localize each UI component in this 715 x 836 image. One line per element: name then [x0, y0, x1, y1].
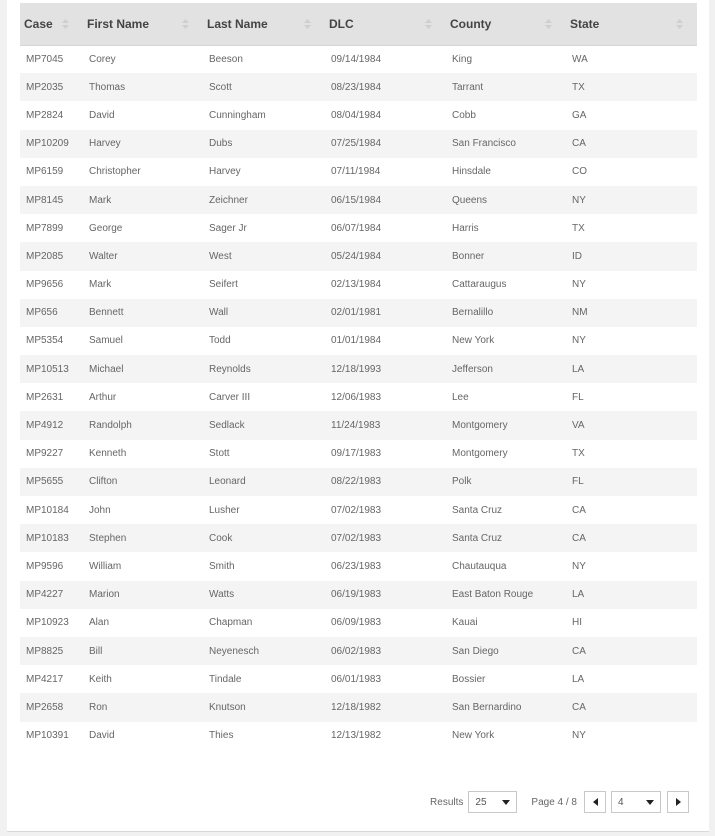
- column-header-county[interactable]: [446, 3, 566, 45]
- cell-first-name: Kenneth: [89, 448, 127, 460]
- cell-county: Chautauqua: [452, 560, 507, 572]
- table-row[interactable]: [20, 130, 697, 158]
- cell-last-name: Leonard: [209, 476, 246, 488]
- cell-county: Cobb: [452, 109, 476, 121]
- table-row[interactable]: [20, 609, 697, 637]
- cell-first-name: Mark: [89, 194, 112, 206]
- table-row[interactable]: [20, 581, 697, 609]
- cell-state: NY: [572, 560, 586, 572]
- cell-case: MP5354: [26, 335, 64, 347]
- cell-county: New York: [452, 730, 495, 742]
- cell-last-name: West: [209, 250, 232, 262]
- table-row[interactable]: [20, 271, 697, 299]
- cell-state: ID: [572, 250, 582, 262]
- cell-last-name: Cunningham: [209, 109, 266, 121]
- column-header-label: County: [450, 16, 492, 31]
- results-label: Results: [430, 796, 464, 808]
- cell-county: East Baton Rouge: [452, 589, 534, 601]
- column-header-label: State: [570, 16, 600, 31]
- cell-county: Queens: [452, 194, 488, 206]
- table-header-row: [20, 3, 697, 45]
- cell-county: Montgomery: [452, 420, 508, 432]
- table-row[interactable]: [20, 524, 697, 552]
- table-row[interactable]: [20, 637, 697, 665]
- cell-dlc: 05/24/1984: [331, 250, 382, 262]
- cell-case: MP9656: [26, 279, 64, 291]
- table-row[interactable]: [20, 242, 697, 270]
- cell-case: MP5655: [26, 476, 64, 488]
- cell-dlc: 07/02/1983: [331, 504, 382, 516]
- cell-county: Montgomery: [452, 448, 508, 460]
- column-header-case[interactable]: [20, 3, 83, 45]
- cell-case: MP9596: [26, 560, 64, 572]
- cell-state: CA: [572, 138, 586, 150]
- cell-first-name: Alan: [89, 617, 110, 629]
- cell-last-name: Knutson: [209, 701, 246, 713]
- cell-county: Kauai: [452, 617, 478, 629]
- cell-first-name: Walter: [89, 250, 118, 262]
- cell-county: San Diego: [452, 645, 499, 657]
- cell-state: CA: [572, 504, 586, 516]
- cell-first-name: Michael: [89, 363, 124, 375]
- sort-icon: [182, 19, 189, 29]
- table-row[interactable]: [20, 722, 697, 750]
- cell-state: VA: [572, 420, 585, 432]
- results-panel: [7, 0, 709, 832]
- cell-dlc: 06/15/1984: [331, 194, 382, 206]
- cell-state: TX: [572, 81, 585, 93]
- table-row[interactable]: [20, 101, 697, 129]
- table-row[interactable]: [20, 693, 697, 721]
- cell-state: CA: [572, 532, 586, 544]
- cell-county: Santa Cruz: [452, 532, 503, 544]
- cell-first-name: Samuel: [89, 335, 123, 347]
- cell-case: MP7045: [26, 53, 64, 65]
- cell-case: MP4217: [26, 673, 64, 685]
- cell-first-name: William: [89, 560, 122, 572]
- cell-dlc: 12/18/1993: [331, 363, 382, 375]
- cell-county: Tarrant: [452, 81, 484, 93]
- table-row[interactable]: [20, 552, 697, 580]
- cell-first-name: Mark: [89, 279, 112, 291]
- table-row[interactable]: [20, 73, 697, 101]
- cell-case: MP2085: [26, 250, 64, 262]
- cell-dlc: 08/23/1984: [331, 81, 382, 93]
- table-row[interactable]: [20, 440, 697, 468]
- cell-county: Cattaraugus: [452, 279, 507, 291]
- cell-dlc: 06/07/1984: [331, 222, 382, 234]
- cell-county: Harris: [452, 222, 479, 234]
- cell-last-name: Todd: [209, 335, 231, 347]
- pagination-bar: [430, 791, 689, 813]
- cell-last-name: Scott: [209, 81, 232, 93]
- cell-dlc: 02/01/1981: [331, 307, 382, 319]
- cell-state: TX: [572, 222, 585, 234]
- cell-case: MP10184: [26, 504, 69, 516]
- table-row[interactable]: [20, 158, 697, 186]
- cell-last-name: Stott: [209, 448, 230, 460]
- cases-table: [20, 3, 697, 750]
- page-indicator: Page 4 / 8: [531, 796, 577, 808]
- cell-state: LA: [572, 589, 585, 601]
- cell-dlc: 07/02/1983: [331, 532, 382, 544]
- cell-dlc: 02/13/1984: [331, 279, 382, 291]
- cell-state: WA: [572, 53, 588, 65]
- cell-first-name: Marion: [89, 589, 120, 601]
- cell-first-name: Randolph: [89, 420, 132, 432]
- cell-case: MP10513: [26, 363, 69, 375]
- table-row[interactable]: [20, 496, 697, 524]
- results-per-page-select[interactable]: [468, 791, 517, 813]
- cell-last-name: Chapman: [209, 617, 253, 629]
- column-header-label: First Name: [87, 16, 150, 31]
- cell-last-name: Neyenesch: [209, 645, 260, 657]
- table-row[interactable]: [20, 383, 697, 411]
- cell-dlc: 08/22/1983: [331, 476, 382, 488]
- column-header-first-name[interactable]: [83, 3, 203, 45]
- cell-dlc: 09/17/1983: [331, 448, 382, 460]
- cell-county: Bossier: [452, 673, 486, 685]
- cell-first-name: John: [89, 504, 111, 516]
- cell-first-name: Ron: [89, 701, 108, 713]
- chevron-down-icon: [502, 800, 510, 805]
- cell-state: LA: [572, 363, 585, 375]
- cell-dlc: 06/02/1983: [331, 645, 382, 657]
- cell-first-name: David: [89, 109, 115, 121]
- cell-last-name: Seifert: [209, 279, 238, 291]
- cell-state: NY: [572, 335, 586, 347]
- cell-case: MP8825: [26, 645, 64, 657]
- table-row[interactable]: [20, 186, 697, 214]
- cell-dlc: 06/01/1983: [331, 673, 382, 685]
- cell-county: King: [452, 53, 473, 65]
- column-header-label: Last Name: [207, 16, 268, 31]
- cell-county: Santa Cruz: [452, 504, 503, 516]
- cell-state: GA: [572, 109, 587, 121]
- cell-state: CO: [572, 166, 587, 178]
- cell-first-name: Bennett: [89, 307, 124, 319]
- page-select-value: 4: [618, 796, 624, 808]
- column-header-state[interactable]: [566, 3, 697, 45]
- cell-last-name: Watts: [209, 589, 235, 601]
- cell-first-name: George: [89, 222, 123, 234]
- sort-icon: [545, 19, 552, 29]
- cell-case: MP4912: [26, 420, 64, 432]
- table-row[interactable]: [20, 45, 697, 73]
- table-row[interactable]: [20, 327, 697, 355]
- cell-county: Lee: [452, 391, 469, 403]
- cell-case: MP2824: [26, 109, 64, 121]
- cell-last-name: Dubs: [209, 138, 233, 150]
- table-row[interactable]: [20, 665, 697, 693]
- cell-first-name: Bill: [89, 645, 103, 657]
- cell-dlc: 06/23/1983: [331, 560, 382, 572]
- column-header-dlc[interactable]: [325, 3, 446, 45]
- cell-case: MP2658: [26, 701, 64, 713]
- column-header-label: DLC: [329, 16, 354, 31]
- cell-state: LA: [572, 673, 585, 685]
- cell-case: MP10391: [26, 730, 69, 742]
- cell-dlc: 12/06/1983: [331, 391, 382, 403]
- cell-case: MP2631: [26, 391, 64, 403]
- previous-page-button[interactable]: [584, 791, 606, 813]
- triangle-right-icon: [676, 798, 681, 806]
- cell-case: MP10209: [26, 138, 69, 150]
- cell-case: MP10183: [26, 532, 69, 544]
- column-header-label: Case: [24, 16, 53, 31]
- cell-last-name: Cook: [209, 532, 233, 544]
- table-body: [20, 45, 697, 750]
- cell-county: Hinsdale: [452, 166, 491, 178]
- cell-dlc: 06/09/1983: [331, 617, 382, 629]
- cell-county: San Francisco: [452, 138, 516, 150]
- sort-icon: [304, 19, 311, 29]
- cell-state: HI: [572, 617, 582, 629]
- table-row[interactable]: [20, 468, 697, 496]
- cell-first-name: David: [89, 730, 115, 742]
- cell-county: San Bernardino: [452, 701, 522, 713]
- column-header-last-name[interactable]: [203, 3, 325, 45]
- triangle-left-icon: [593, 798, 598, 806]
- cell-state: FL: [572, 391, 584, 403]
- cell-first-name: Keith: [89, 673, 112, 685]
- cell-first-name: Christopher: [89, 166, 141, 178]
- cell-first-name: Clifton: [89, 476, 118, 488]
- cell-county: New York: [452, 335, 495, 347]
- cell-state: NY: [572, 730, 586, 742]
- cell-first-name: Arthur: [89, 391, 117, 403]
- cell-last-name: Smith: [209, 560, 235, 572]
- cell-case: MP10923: [26, 617, 69, 629]
- cell-state: NY: [572, 194, 586, 206]
- sort-icon: [62, 19, 69, 29]
- cell-county: Jefferson: [452, 363, 493, 375]
- table-row[interactable]: [20, 214, 697, 242]
- cell-last-name: Sedlack: [209, 420, 245, 432]
- cell-case: MP4227: [26, 589, 64, 601]
- cell-state: TX: [572, 448, 585, 460]
- cell-first-name: Stephen: [89, 532, 127, 544]
- cell-state: FL: [572, 476, 584, 488]
- cell-first-name: Thomas: [89, 81, 126, 93]
- cell-dlc: 09/14/1984: [331, 53, 382, 65]
- cell-dlc: 06/19/1983: [331, 589, 382, 601]
- cell-dlc: 12/13/1982: [331, 730, 382, 742]
- cell-state: NM: [572, 307, 588, 319]
- cell-case: MP7899: [26, 222, 64, 234]
- cell-last-name: Sager Jr: [209, 222, 247, 234]
- cell-county: Bernalillo: [452, 307, 494, 319]
- cell-dlc: 07/11/1984: [331, 166, 381, 178]
- sort-icon: [676, 19, 683, 29]
- cell-last-name: Carver III: [209, 391, 251, 403]
- cell-dlc: 08/04/1984: [331, 109, 382, 121]
- cell-last-name: Wall: [209, 307, 229, 319]
- next-page-button[interactable]: [667, 791, 689, 813]
- table-row[interactable]: [20, 355, 697, 383]
- cell-case: MP6159: [26, 166, 64, 178]
- cell-last-name: Tindale: [209, 673, 242, 685]
- cell-case: MP656: [26, 307, 58, 319]
- cell-last-name: Lusher: [209, 504, 240, 516]
- cell-county: Bonner: [452, 250, 485, 262]
- cell-dlc: 12/18/1982: [331, 701, 382, 713]
- table-row[interactable]: [20, 299, 697, 327]
- cell-last-name: Zeichner: [209, 194, 248, 206]
- results-per-page-value: 25: [475, 796, 487, 808]
- cell-dlc: 07/25/1984: [331, 138, 382, 150]
- cell-county: Polk: [452, 476, 472, 488]
- cell-dlc: 11/24/1983: [331, 420, 381, 432]
- cell-state: CA: [572, 701, 586, 713]
- table-row[interactable]: [20, 411, 697, 439]
- cell-dlc: 01/01/1984: [331, 335, 382, 347]
- cell-last-name: Beeson: [209, 53, 243, 65]
- cell-last-name: Thies: [209, 730, 234, 742]
- cell-last-name: Reynolds: [209, 363, 251, 375]
- cell-case: MP8145: [26, 194, 64, 206]
- cell-first-name: Corey: [89, 53, 116, 65]
- chevron-down-icon: [646, 800, 654, 805]
- cell-state: NY: [572, 279, 586, 291]
- cell-first-name: Harvey: [89, 138, 121, 150]
- sort-icon: [425, 19, 432, 29]
- cell-state: CA: [572, 645, 586, 657]
- cell-case: MP9227: [26, 448, 64, 460]
- cell-last-name: Harvey: [209, 166, 241, 178]
- cell-case: MP2035: [26, 81, 64, 93]
- page-select[interactable]: [611, 791, 661, 813]
